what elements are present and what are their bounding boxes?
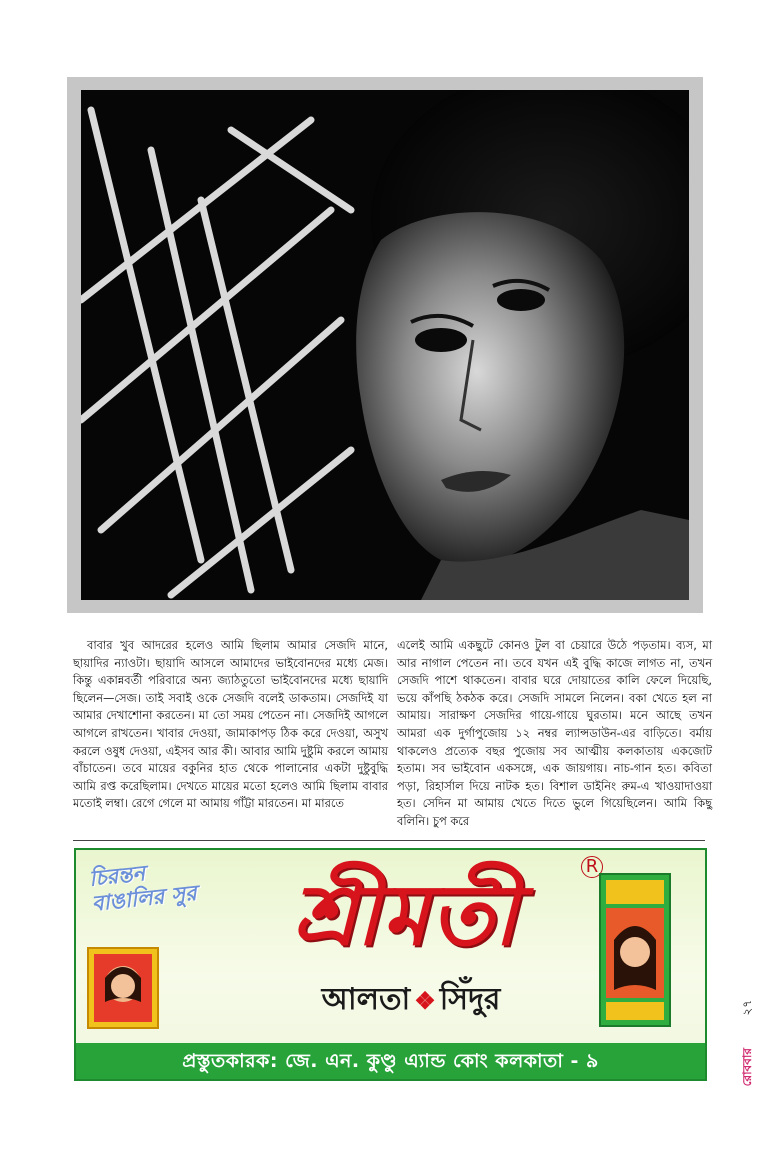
- page-number: ২৭: [740, 1000, 754, 1016]
- side-margin: [735, 1000, 763, 1150]
- product-sindur: সিঁদুর: [439, 982, 501, 1017]
- product-box-right: [596, 870, 676, 1030]
- divider: [73, 840, 705, 841]
- article-column-right: [397, 637, 712, 831]
- magazine-name: রোববার: [740, 1048, 754, 1087]
- advertisement: [74, 848, 707, 1081]
- ad-tagline: চিরন্তন বাঙালির সুর: [87, 860, 198, 916]
- article-paragraph: বাবার খুব আদরের হলেও আমি ছিলাম আমার সেজদি মানে, ছায়াদির ন্যাওটা। ছায়াদি আসলে আমাদের ভাইবোনদের মধ্যে মেজ। কিন্তু একান্নবর্তী পরিবারে অন্য জ্যাঠতুতো ভাইবোনদের মধ্যে ছায়াদি ছিলেন—সেজ। তাই সবাই ওকে সেজদি বলেই ডাকতাম। সেজদিই যা আমার দেখাশোনা করতেন। মা তো সময় পেতেন না। সেজদিই আগলে আগলে রাখতেন। খাবার দেওয়া, জামাকাপড় ঠিক করে দেওয়া, অসুখ করলে ওষুধ দেওয়া, এইসব আর কী। আবার আমি দুষ্টুমি করলে আমায় বাঁচাতেন। তবে মায়ের বকুনির হাত থেকে পালানোর একটা দুষ্টুবুদ্ধি আমি রপ্ত করেছিলাম। দেখতে মায়ের মতো হলেও আমি ছিলাম বাবার মতোই লম্বা। রেগে গেলে মা আমায় গাঁট্টা মারতেন। মা মারতে: [73, 638, 388, 811]
- article-photo: [81, 90, 689, 600]
- flower-icon: ❖: [414, 986, 436, 1015]
- article-column-left: [73, 637, 388, 813]
- product-box-left: [86, 942, 164, 1030]
- article-paragraph: এলেই আমি একছুটে কোনও টুল বা চেয়ারে উঠে পড়তাম। ব্যস, মা আর নাগাল পেতেন না। তবে যখন এই বুদ্ধি কাজে লাগত না, তখন সেজদি পাশে থাকতেন। বাবার ঘরে দোয়াতের কালি ফেলে দিয়েছি, ভয়ে কাঁপছি ঠকঠক করে। সেজদি সামলে নিলেন। বকা খেতে হল না আমায়। সারাক্ষণ সেজদির গায়ে-গায়ে ঘুরতাম। মনে আছে তখন আমরা এক দুর্গাপুজোয় ১২ নম্বর ল্যান্সডাউন-এর বাড়িতে। বর্মায় থাকলেও প্রত্যেক বছর পুজোয় সব আত্মীয় কলকাতায় একজোট হতাম। সব ভাইবোন একসঙ্গে, এক জায়গায়। নাচ-গান হত। কবিতা পড়া, রিহার্সাল দিয়ে নাটক হত। বিশাল ডাইনিং রুম-এ খাওয়াদাওয়া হত। সেদিন মা আমায় খেতে দিতে ভুলে গিয়েছিলেন। আমি কিছু বলিনি। চুপ করে: [397, 638, 712, 828]
- photo-frame: [67, 77, 703, 613]
- product-alta: আলতা: [321, 982, 411, 1017]
- ad-manufacturer-footer: প্রস্তুতকারক: জে. এন. কুণ্ডু এ্যান্ড কোং কলকাতা - ৯: [76, 1043, 705, 1079]
- photo-illustration: [81, 90, 689, 600]
- registered-mark: R: [581, 856, 603, 878]
- ad-products: [276, 975, 546, 1026]
- ad-brand-logo: শ্রীমতী: [292, 865, 520, 964]
